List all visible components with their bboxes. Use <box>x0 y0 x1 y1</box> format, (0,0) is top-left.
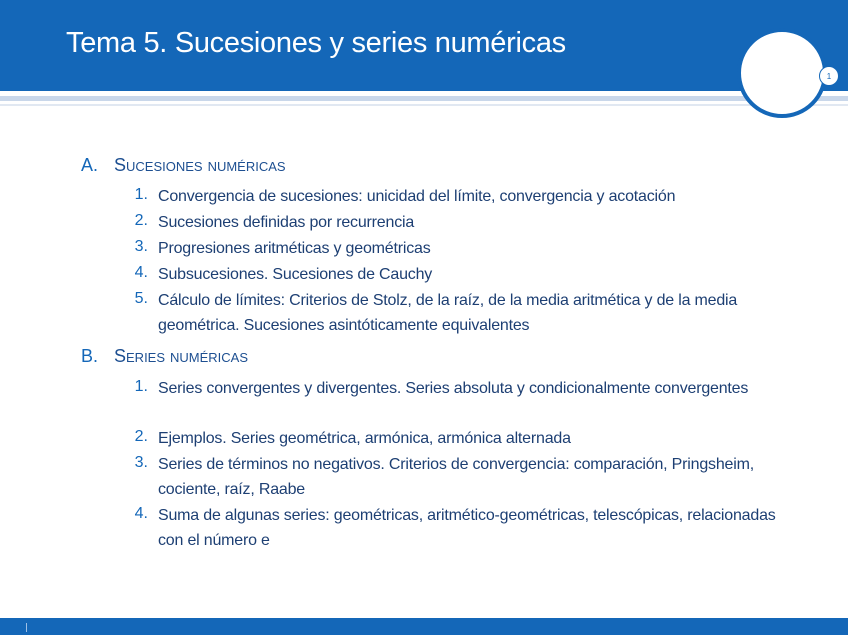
list-item-number: 1. <box>134 378 148 395</box>
list-item-number: 3. <box>134 238 148 255</box>
list-item-text: Convergencia de sucesiones: unicidad del límite, convergencia y acotación <box>158 188 676 205</box>
list-item-number: 4. <box>134 264 148 281</box>
list-item-text: Cálculo de límites: Criterios de Stolz, de la raíz, de la media aritmética y de la media geométrica. Sucesiones asintóticamente equivalentes <box>158 292 738 334</box>
slide-footer <box>0 618 848 635</box>
list-item-text: Series convergentes y divergentes. Series absoluta y condicionalmente convergentes <box>158 380 749 397</box>
list-item-text: Subsucesiones. Sucesiones de Cauchy <box>158 266 433 283</box>
section-title: Sucesiones numéricas <box>114 155 286 175</box>
slide-title: Tema 5. Sucesiones y series numéricas <box>66 27 566 59</box>
list-item-text: Progresiones aritméticas y geométricas <box>158 240 431 257</box>
list-item-text: Ejemplos. Series geométrica, armónica, armónica alternada <box>158 430 571 447</box>
header-rule <box>0 96 848 101</box>
section-marker: B. <box>81 346 99 366</box>
section-marker: A. <box>81 155 99 175</box>
list-item-text: Sucesiones definidas por recurrencia <box>158 214 415 231</box>
header-rule-thin <box>0 104 848 106</box>
list-item-number: 3. <box>134 454 148 471</box>
list-item-text: Series de términos no negativos. Criterios de convergencia: comparación, Pringsheim, cociente, raíz, Raabe <box>158 456 754 498</box>
decorative-circle <box>737 28 827 118</box>
list-item-number: 5. <box>134 290 148 307</box>
slide-header <box>0 0 848 91</box>
list-item-number: 2. <box>134 428 148 445</box>
list-item-number: 1. <box>134 186 148 203</box>
list-item-number: 4. <box>134 505 148 522</box>
list-item-number: 2. <box>134 212 148 229</box>
section-title: Series numéricas <box>114 346 249 366</box>
footer-tick <box>26 623 27 632</box>
page-number-badge: 1 <box>819 66 839 86</box>
list-item-text: Suma de algunas series: geométricas, aritmético-geométricas, telescópicas, relacionadas con el número e <box>158 507 776 549</box>
